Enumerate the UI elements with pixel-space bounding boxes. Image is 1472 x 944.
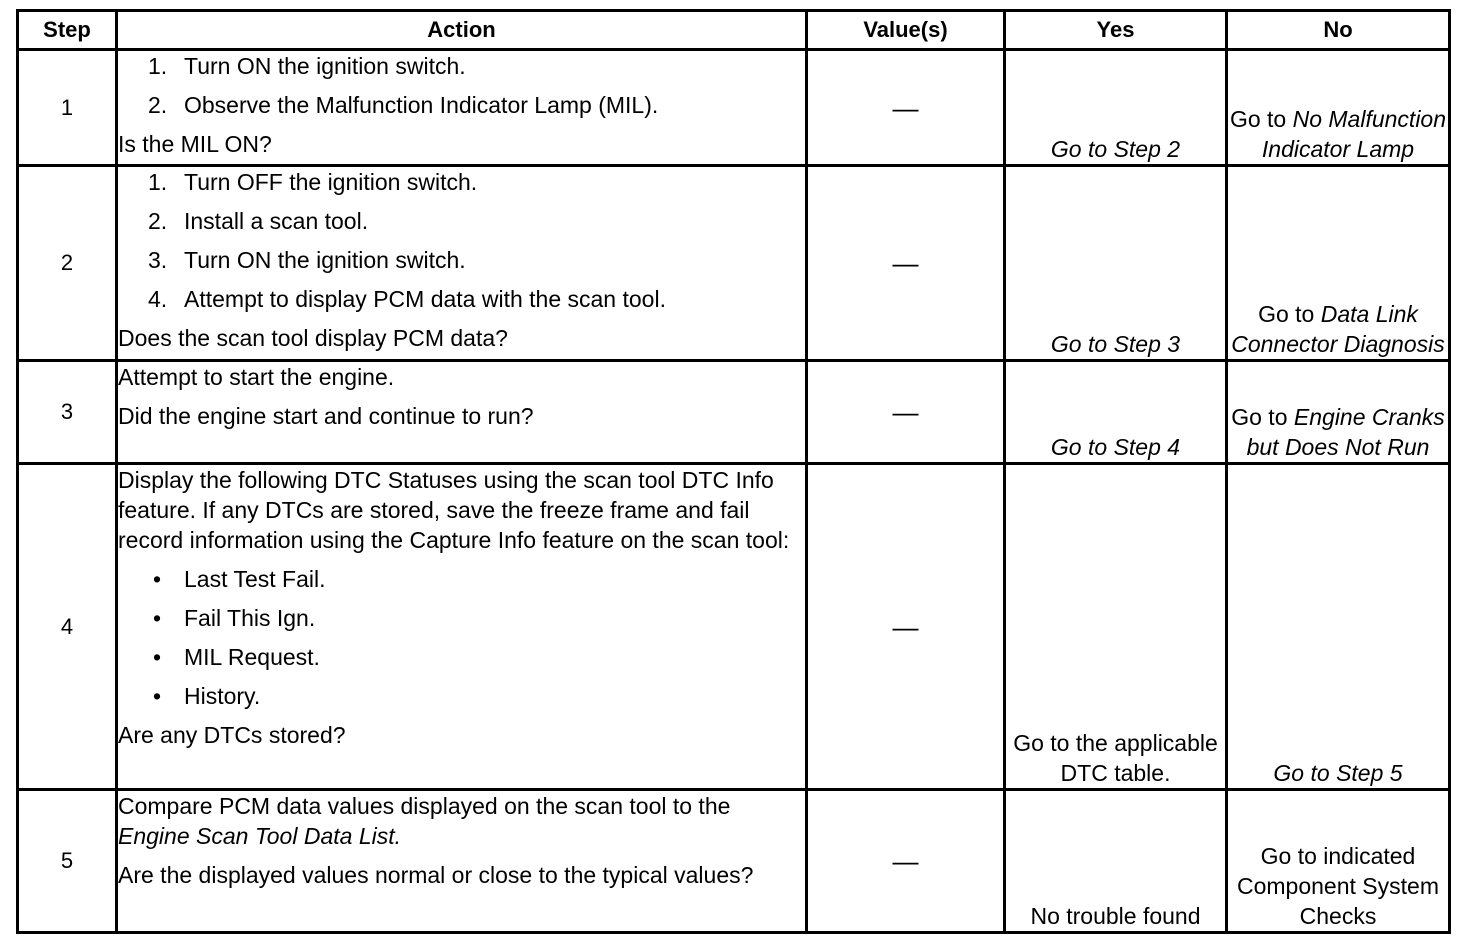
value-cell: —	[807, 464, 1005, 790]
yes-cell: Go to Step 2	[1005, 50, 1227, 166]
action-question: Are any DTCs stored?	[118, 722, 346, 748]
action-cell	[117, 50, 807, 166]
step-number: 3	[18, 361, 117, 464]
table-row-step-1	[18, 50, 1450, 166]
value-cell: —	[807, 361, 1005, 464]
no-link-text: No Malfunction Indicator Lamp	[1261, 106, 1447, 162]
action-question: Does the scan tool display PCM data?	[118, 325, 508, 351]
yes-cell: Go to the applicable DTC table.	[1005, 464, 1227, 790]
bullet-item: • Fail This Ign.	[153, 605, 316, 631]
yes-cell: Go to Step 4	[1005, 361, 1227, 464]
numbered-item: 3. Turn ON the ignition switch.	[148, 247, 466, 273]
table-row-step-3	[18, 361, 1450, 464]
no-link-text: Engine Cranks but Does Not Run	[1246, 404, 1445, 460]
header-no: No	[1227, 11, 1450, 50]
yes-cell: Go to Step 3	[1005, 166, 1227, 361]
bullet-item: • MIL Request.	[153, 644, 320, 670]
value-cell: —	[807, 166, 1005, 361]
action-cell	[117, 166, 807, 361]
action-cell	[117, 464, 807, 790]
diagnostic-table	[16, 9, 1451, 934]
header-action: Action	[117, 11, 807, 50]
action-text: Display the following DTC Statuses using the scan tool DTC Info feature. If any DTCs are stored, save the freeze frame and fail record information using the Capture Info feature on the scan tool:	[118, 467, 790, 553]
bullet-item: • Last Test Fail.	[153, 566, 326, 592]
action-text: Compare PCM data values displayed on the scan tool to the Engine Scan Tool Data List.	[118, 793, 731, 849]
table-row-step-5	[18, 790, 1450, 933]
numbered-item: 1. Turn ON the ignition switch.	[148, 53, 466, 79]
numbered-item: 2. Observe the Malfunction Indicator Lamp (MIL).	[148, 92, 659, 118]
numbered-item: 4. Attempt to display PCM data with the scan tool.	[148, 286, 666, 312]
table-row-step-4	[18, 464, 1450, 790]
table-row-step-2	[18, 166, 1450, 361]
value-cell: —	[807, 50, 1005, 166]
action-cell	[117, 790, 807, 933]
header-step: Step	[18, 11, 117, 50]
step-number: 5	[18, 790, 117, 933]
step-number: 1	[18, 50, 117, 166]
step-number: 2	[18, 166, 117, 361]
action-text: Attempt to start the engine.	[118, 364, 395, 390]
action-question: Did the engine start and continue to run?	[118, 403, 534, 429]
no-cell: Go to Data Link Connector Diagnosis	[1227, 166, 1450, 361]
no-cell: Go to Engine Cranks but Does Not Run	[1227, 361, 1450, 464]
numbered-item: 2. Install a scan tool.	[148, 208, 369, 234]
header-row	[18, 11, 1450, 50]
header-yes: Yes	[1005, 11, 1227, 50]
bullet-item: • History.	[153, 683, 261, 709]
no-cell: Go to Step 5	[1227, 464, 1450, 790]
no-cell: Go to No Malfunction Indicator Lamp	[1227, 50, 1450, 166]
step-number: 4	[18, 464, 117, 790]
no-cell: Go to indicated Component System Checks	[1227, 790, 1450, 933]
action-question: Is the MIL ON?	[118, 131, 272, 157]
no-link-text: Data Link Connector Diagnosis	[1231, 301, 1445, 357]
numbered-item: 1. Turn OFF the ignition switch.	[148, 169, 478, 195]
action-question: Are the displayed values normal or close to the typical values?	[118, 862, 754, 888]
header-values: Value(s)	[807, 11, 1005, 50]
data-list-link-text: Engine Scan Tool Data List.	[118, 823, 401, 849]
value-cell: —	[807, 790, 1005, 933]
action-cell	[117, 361, 807, 464]
yes-cell: No trouble found	[1005, 790, 1227, 933]
